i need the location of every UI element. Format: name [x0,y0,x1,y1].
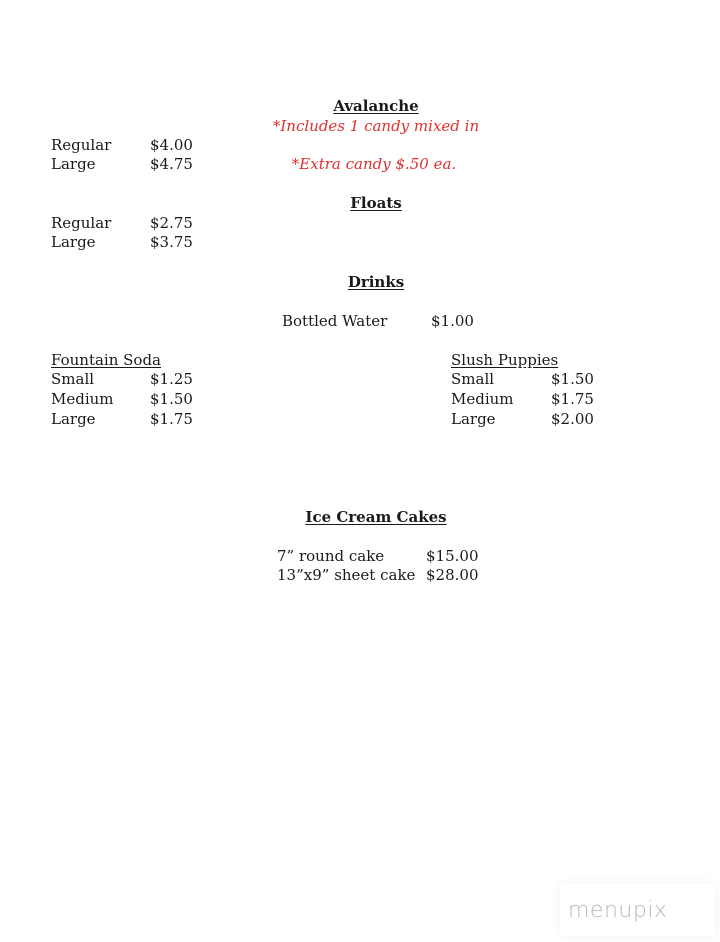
drinks-title: Drinks [347,273,405,291]
avalanche-note-extra: *Extra candy $.50 ea. [291,155,457,173]
avalanche-regular-label: Regular [51,136,112,154]
avalanche-note-includes: *Includes 1 candy mixed in [272,117,480,135]
menupix-watermark [560,884,715,936]
watermark-text: menupix [568,898,668,923]
avalanche-large-price: $4.75 [150,155,193,173]
avalanche-title: Avalanche [333,97,419,115]
bottled-water-label: Bottled Water [282,312,388,330]
avalanche-large-label: Large [51,155,96,173]
fountain-soda-large-price: $1.75 [150,410,193,428]
slush-puppies-large-label: Large [451,410,496,428]
slush-puppies-medium-price: $1.75 [551,390,594,408]
slush-puppies-title: Slush Puppies [451,351,559,369]
fountain-soda-small-label: Small [51,370,95,388]
fountain-soda-medium-price: $1.50 [150,390,193,408]
slush-puppies-small-label: Small [451,370,495,388]
floats-large-price: $3.75 [150,233,193,251]
avalanche-regular-price: $4.00 [150,136,193,154]
cakes-title: Ice Cream Cakes [305,508,447,526]
fountain-soda-medium-label: Medium [51,390,114,408]
fountain-soda-title: Fountain Soda [51,351,161,369]
floats-large-label: Large [51,233,96,251]
round-cake-price: $15.00 [426,547,479,565]
slush-puppies-small-price: $1.50 [551,370,594,388]
fountain-soda-large-label: Large [51,410,96,428]
sheet-cake-label: 13”x9” sheet cake [277,566,416,584]
floats-title: Floats [350,194,402,212]
slush-puppies-medium-label: Medium [451,390,514,408]
floats-regular-price: $2.75 [150,214,193,232]
fountain-soda-small-price: $1.25 [150,370,193,388]
slush-puppies-large-price: $2.00 [551,410,594,428]
round-cake-label: 7” round cake [277,547,385,565]
bottled-water-price: $1.00 [431,312,474,330]
sheet-cake-price: $28.00 [426,566,479,584]
floats-regular-label: Regular [51,214,112,232]
